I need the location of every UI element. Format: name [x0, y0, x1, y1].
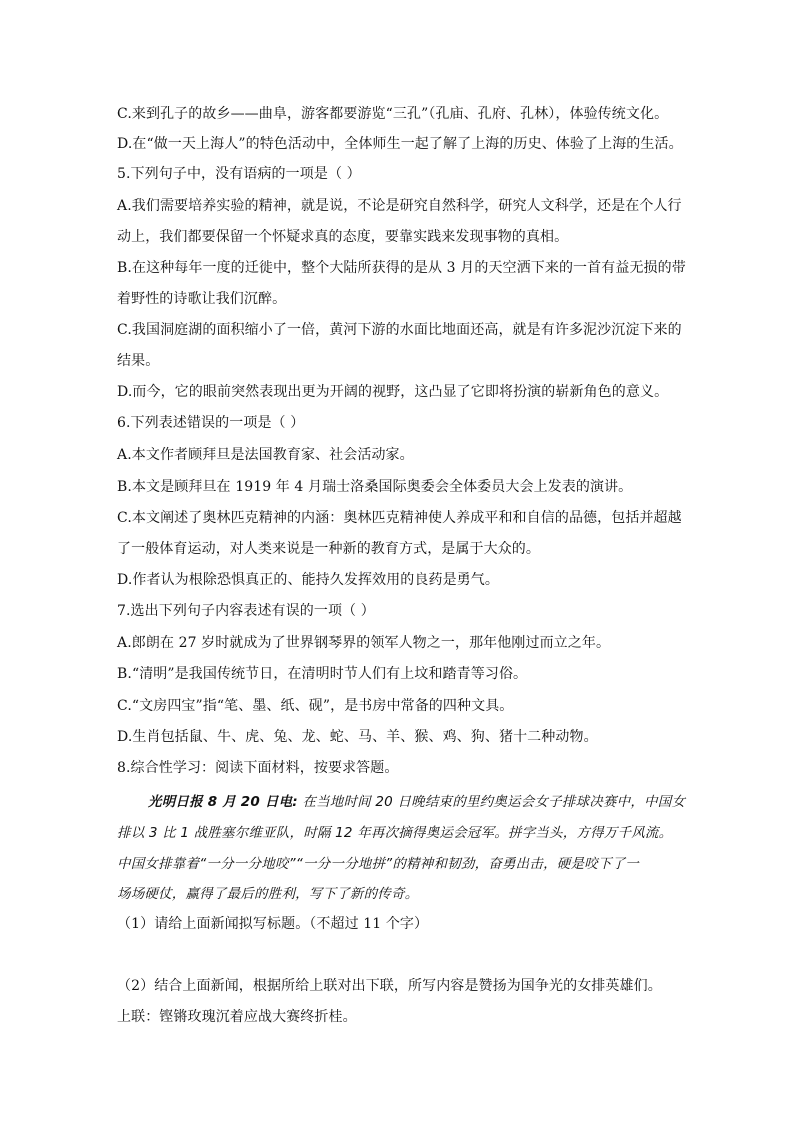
- option-4d: D.在“做一天上海人”的特色活动中，全体师生一起了解了上海的历史、体验了上海的生活。: [117, 136, 683, 152]
- option-5b-line2: 着野性的诗歌让我们沉醉。: [117, 291, 287, 307]
- question-8: 8.综合性学习：阅读下面材料，按要求答题。: [117, 760, 399, 776]
- option-6a: A.本文作者顾拜旦是法国教育家、社会活动家。: [117, 447, 414, 463]
- option-4c: C.来到孔子的故乡——曲阜，游客都要游览“三孔”（孔庙、孔府、孔林），体验传统文化。: [117, 106, 669, 122]
- news-line-2: 排以 3 比 1 战胜塞尔维亚队，时隔 12 年再次摘得奥运会冠军。拼字当头，方得万千风流。: [117, 825, 673, 841]
- news-line-1: [148, 792, 728, 812]
- question-5: 5.下列句子中，没有语病的一项是（ ）: [117, 166, 361, 182]
- option-5c-line1: C.我国洞庭湖的面积缩小了一倍，黄河下游的水面比地面还高，就是有许多泥沙沉淀下来的: [117, 322, 682, 338]
- upper-couplet: 上联：铿锵玫瑰沉着应战大赛终折桂。: [117, 1009, 357, 1025]
- question-7: 7.选出下列句子内容表述有误的一项（ ）: [117, 603, 375, 619]
- option-6d: D.作者认为根除恐惧真正的、能持久发挥效用的良药是勇气。: [117, 572, 499, 588]
- option-6c-line1: C.本文阐述了奥林匹克精神的内涵：奥林匹克精神使人养成平和和自信的品德，包括并超越: [117, 510, 682, 526]
- option-5d: D.而今，它的眼前突然表现出更为开阔的视野，这凸显了它即将扮演的崭新角色的意义。: [117, 384, 669, 400]
- option-5a-line1: A.我们需要培养实验的精神，就是说，不论是研究自然科学，研究人文科学，还是在个人行: [117, 198, 682, 214]
- option-5b-line1: B.在这种每年一度的迁徙中，整个大陆所获得的是从 3 月的天空洒下来的一首有益无损的带: [117, 260, 686, 276]
- news-line-3: 中国女排靠着“一分一分地咬”“一分一分地拼”的精神和韧劲，奋勇出击，硬是咬下了一: [117, 856, 639, 872]
- option-5c-line2: 结果。: [117, 353, 160, 369]
- option-6c-line2: 了一般体育运动，对人类来说是一种新的教育方式，是属于大众的。: [117, 541, 540, 557]
- question-8-part-2: （2）结合上面新闻，根据所给上联对出下联，所写内容是赞扬为国争光的女排英雄们。: [117, 978, 662, 994]
- news-line-4: 场场硬仗，赢得了最后的胜利，写下了新的传奇。: [117, 886, 419, 902]
- option-7d: D.生肖包括鼠、牛、虎、兔、龙、蛇、马、羊、猴、鸡、狗、猪十二种动物。: [117, 729, 598, 745]
- option-7a: A.郎朗在 27 岁时就成为了世界钢琴界的领军人物之一，那年他刚过而立之年。: [117, 635, 611, 651]
- option-6b: B.本文是顾拜旦在 1919 年 4 月瑞士洛桑国际奥委会全体委员大会上发表的演讲。: [117, 479, 633, 495]
- news-line-1-text: 在当地时间 20 日晚结束的里约奥运会女子排球决赛中，中国女: [297, 794, 686, 810]
- question-6: 6.下列表述错误的一项是（ ）: [117, 415, 305, 431]
- question-8-part-1: （1）请给上面新闻拟写标题。（不超过 11 个字）: [117, 916, 429, 932]
- news-lead: 光明日报 8 月 20 日电:: [148, 794, 298, 810]
- option-7c: C.“文房四宝”指“笔、墨、纸、砚”，是书房中常备的四种文具。: [117, 698, 514, 714]
- option-7b: B.“清明”是我国传统节日，在清明时节人们有上坟和踏青等习俗。: [117, 666, 528, 682]
- option-5a-line2: 动上，我们都要保留一个怀疑求真的态度，要靠实践来发现事物的真相。: [117, 229, 569, 245]
